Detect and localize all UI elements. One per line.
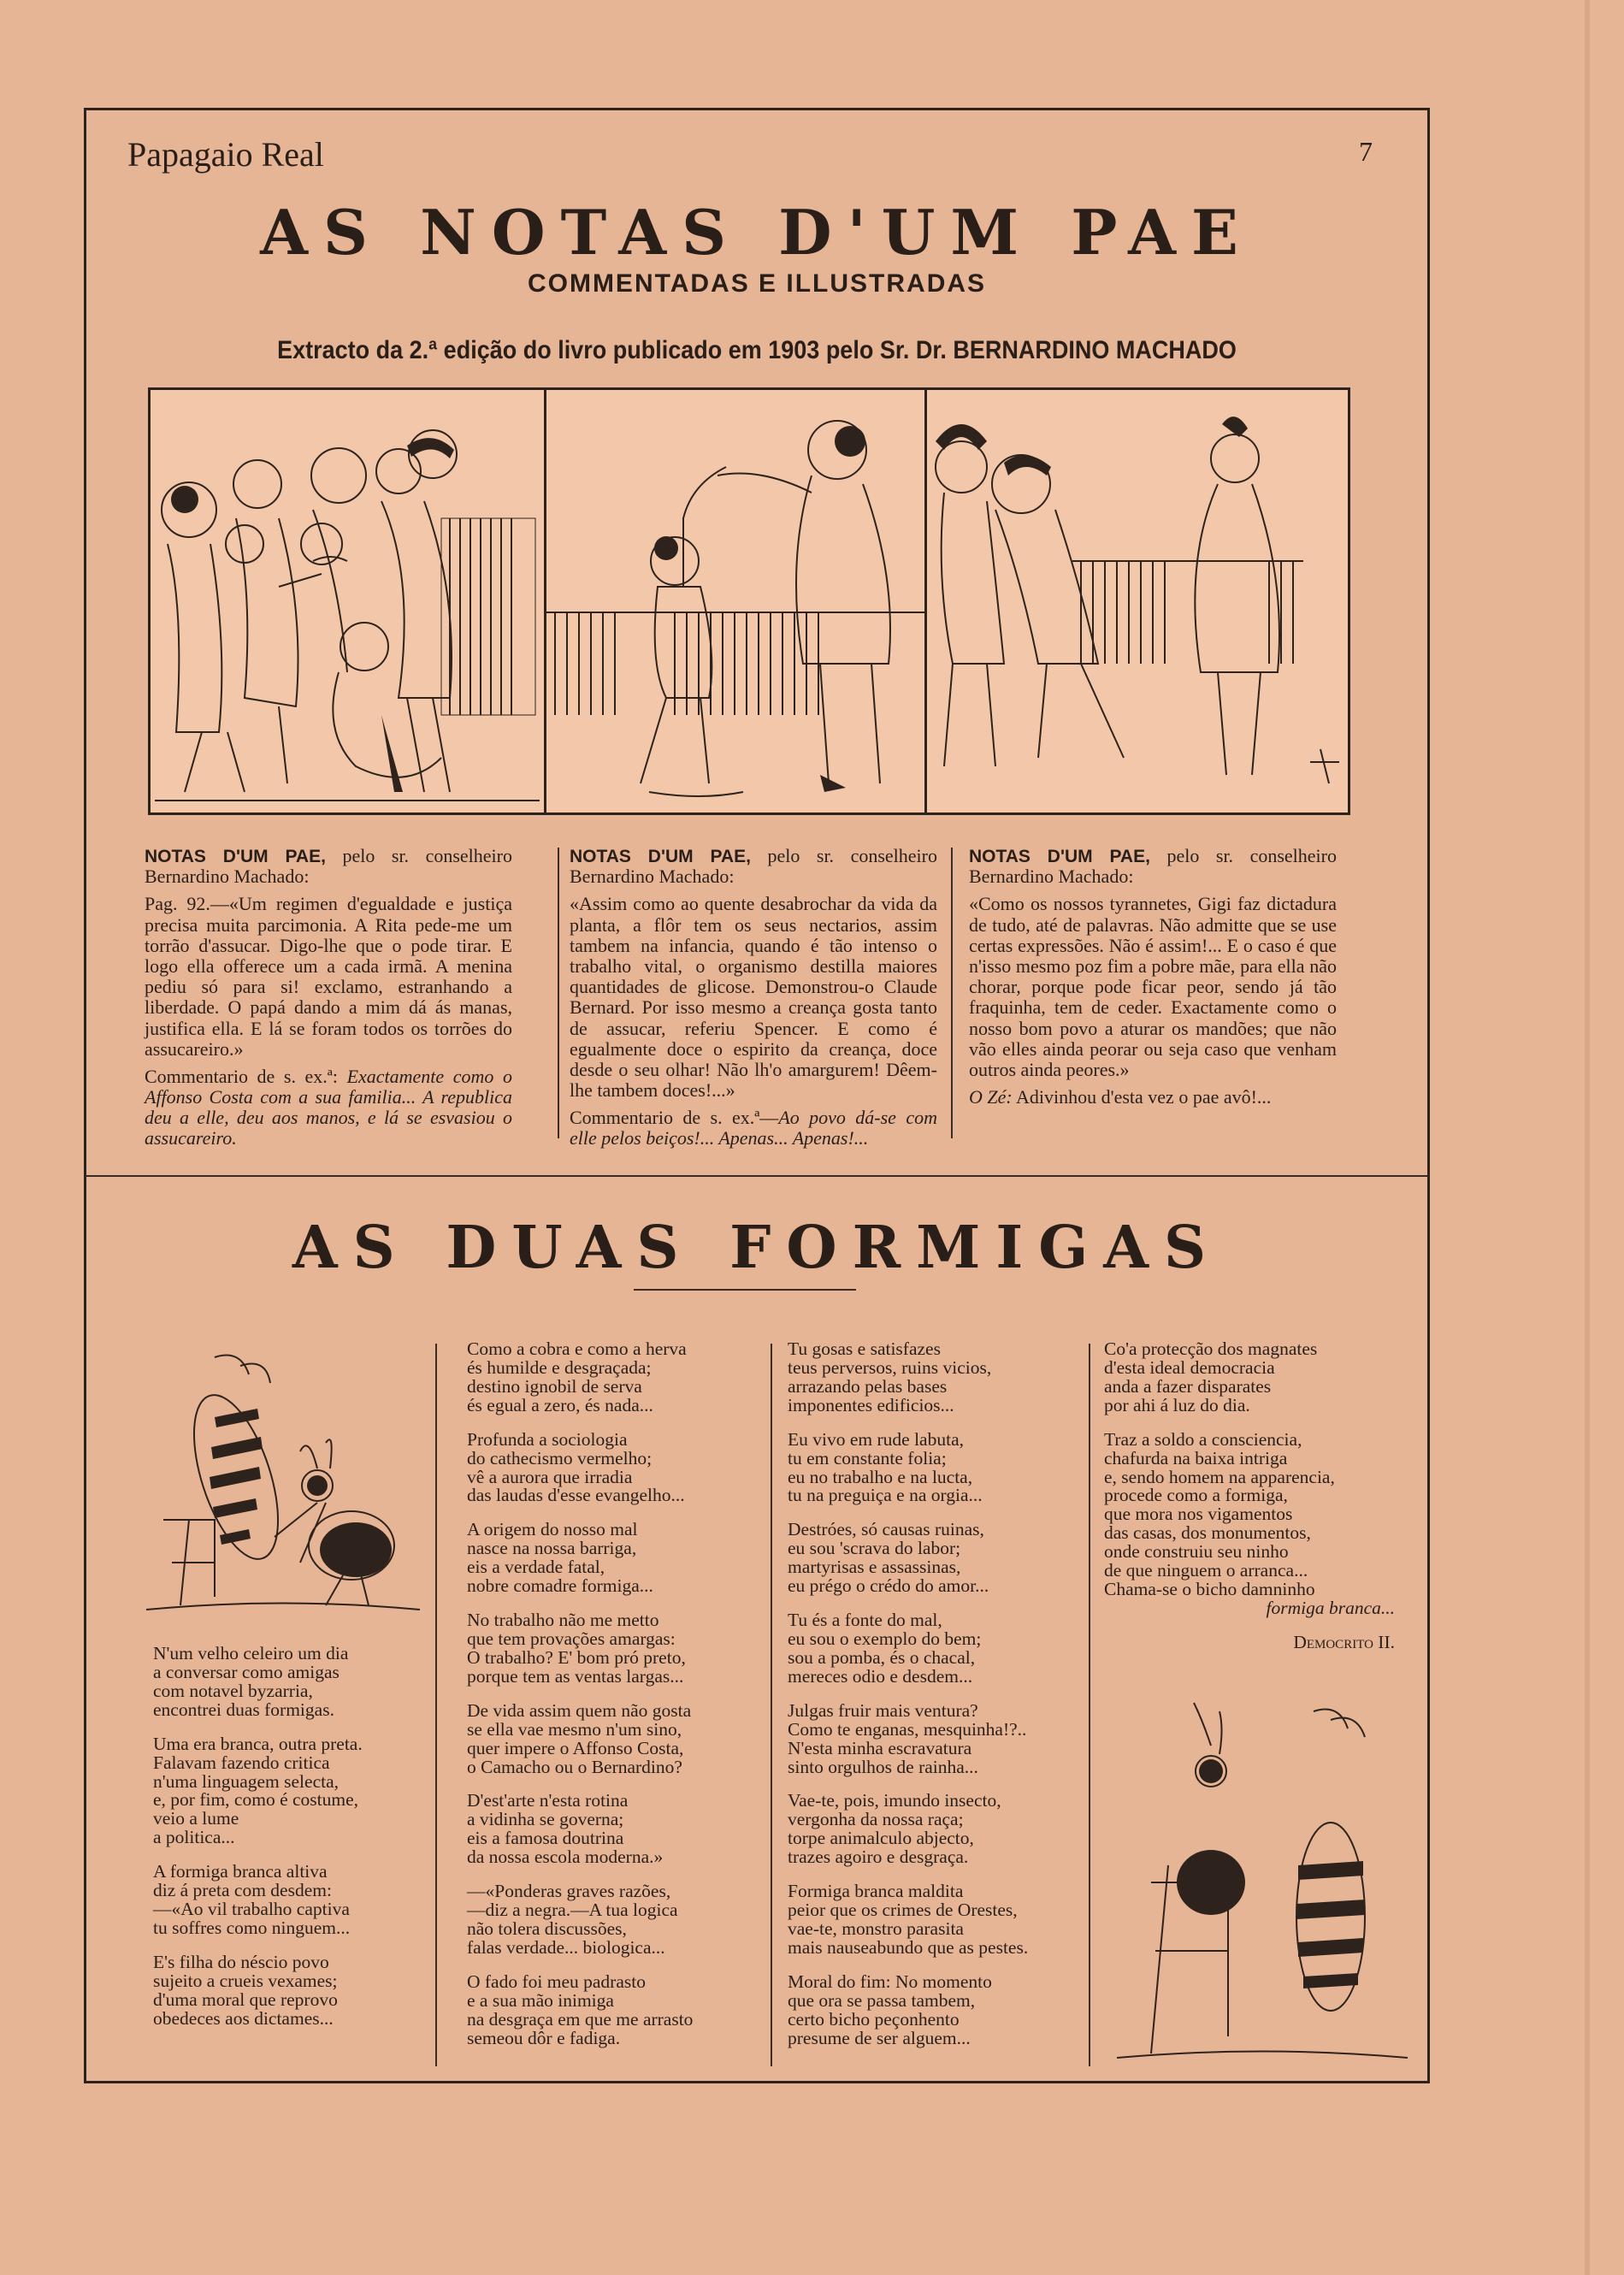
notes-heading: NOTAS D'UM PAE,	[145, 847, 326, 866]
sugar-lips-illustration	[546, 390, 924, 812]
notes-body: «Como os nossos tyrannetes, Gigi faz dictadura de tudo, até de palavras. Não admitte que se use certas expressões. Não é assim!... E o caso é que n'isso mesmo poz fim a pobre mãe, para ella não chorar, porque pode ficar peor, sendo já tão fraquinha, tem de ceder. Exactamente como o nosso bom povo a aturar os mandões; que não vão elles ainda peorar ou seja caso que venham outros ainda peores.»	[969, 893, 1337, 1080]
notes-heading-rest: pelo sr. conselheiro Bernardino Machado:	[969, 845, 1337, 888]
article-title-notas: AS NOTAS D'UM PAE	[260, 196, 1254, 269]
article-extract-line: Extracto da 2.ª edição do livro publicado em 1903 pelo Sr. Dr. BERNARDINO MACHADO	[277, 336, 1237, 364]
poem-stanza: A formiga branca altiva diz á preta com desdem: —«Ao vil trabalho captiva tu soffres como ninguem...	[153, 1861, 351, 1938]
poem-stanza: Profunda a sociologia do cathecismo vermelho; vê a aurora que irradia das laudas d'esse evangelho...	[467, 1428, 685, 1506]
poem-stanza: Eu vivo em rude labuta, tu em constante folia; eu no trabalho e na lucta, tu na preguiça e na orgia...	[788, 1428, 983, 1506]
notes-body: Pag. 92.—«Um regimen d'egualdade e justiça precisa muita parcimonia. A Rita pede-me um torrão d'assucar. Digo-lhe que o pode tirar. E logo ella offerece um a cada irmã. A menina pediu só para si! exclamo, estranhando a liberdade. O papá dando a mim dá ás manas, justifica ella. E lá se foram todos os torrões do assucareiro.»	[145, 893, 512, 1060]
masthead: Papagaio Real	[127, 135, 324, 174]
poem-stanza: Tu és a fonte do mal, eu sou o exemplo do bem; sou a pomba, és o chacal, mereces odio e desdem...	[788, 1610, 982, 1687]
comic-panel-gigi	[927, 390, 1348, 812]
column-divider	[771, 1344, 772, 2066]
notes-heading-rest: pelo sr. conselheiro Bernardino Machado:	[570, 845, 937, 888]
comic-panel-sugar-lips	[546, 390, 927, 812]
comic-panel-family-sugar	[151, 390, 546, 812]
poem-stanza: Julgas fruir mais ventura? Como te enganas, mesquinha!?.. N'esta minha escravatura sinto orgulhos de rainha...	[788, 1699, 1027, 1777]
notes-comment: Ao povo dá-se com elle pelos beiços!... Apenas... Apenas!...	[570, 1107, 937, 1149]
poem-stanza: D'est'arte n'esta rotina a vidinha se governa; eis a famosa doutrina da nossa escola moderna.»	[467, 1790, 664, 1868]
column-divider	[1089, 1344, 1090, 2066]
notes-heading: NOTAS D'UM PAE,	[969, 847, 1150, 866]
article-title-formigas: AS DUAS FORMIGAS	[292, 1214, 1222, 1282]
notes-comment: Adivinhou d'esta vez o pae avô!...	[1012, 1086, 1272, 1108]
comic-strip	[148, 387, 1350, 815]
poem-column-3	[788, 1340, 1083, 2064]
column-divider	[951, 848, 953, 1138]
section-divider	[86, 1175, 1427, 1177]
poem-stanza: Como a cobra e como a herva és humilde e desgraçada; destino ignobil de serva és egual a zero, és nada...	[467, 1338, 687, 1415]
gigi-illustration	[927, 390, 1348, 812]
poem-column-2	[467, 1340, 762, 2064]
notes-comment-label: Commentario de s. ex.ª—	[570, 1107, 779, 1129]
notes-heading-rest: pelo sr. conselheiro Bernardino Machado:	[145, 845, 512, 888]
poem-stanza: Traz a soldo a consciencia, chafurda na baixa intriga e, sendo homem na apparencia, procede como a formiga, que mora nos vigamentos das casas, dos monumentos, onde construiu seu ninho de que ninguem o arranca... Chama-se o bicho damninho	[1104, 1428, 1335, 1600]
poem-stanza: E's filha do néscio povo sujeito a crueis vexames; d'uma moral que reprovo obedeces aos dictames...	[153, 1951, 338, 2029]
poem-stanza: —«Ponderas graves razões, —diz a negra.—A tua logica não tolera discussões, falas verdade... biologica...	[467, 1881, 678, 1958]
poem-stanza: A origem do nosso mal nasce na nossa barriga, eis a verdade fatal, nobre comadre formiga...	[467, 1519, 653, 1597]
poem-stanza: Formiga branca maldita peior que os crimes de Orestes, vae-te, monstro parasita mais nauseabundo que as pestes.	[788, 1881, 1029, 1958]
poem-stanza: Destróes, só causas ruinas, eu sou 'scrava do labor; martyrisas e assassinas, eu prégo o crédo do amor...	[788, 1519, 989, 1597]
poem-stanza: N'um velho celeiro um dia a conversar como amigas com notavel byzarria, encontrei duas formigas.	[153, 1643, 349, 1720]
notes-comment: Exactamente como o Affonso Costa com a sua familia... A republica deu a elle, deu aos manos, e lá se esvasiou o assucareiro.	[145, 1065, 512, 1149]
poem-stanza: Uma era branca, outra preta. Falavam fazendo critica n'uma linguagem selecta, e, por fim, como é costume, veio a lume a politica...	[153, 1733, 363, 1848]
column-divider	[558, 848, 559, 1138]
notes-comment-label: O Zé:	[969, 1086, 1013, 1108]
poem-stanza: De vida assim quem não gosta se ella vae mesmo n'um sino, quer impere o Affonso Costa, o Camacho ou o Bernardino?	[467, 1699, 692, 1777]
poem-column-4	[1104, 1340, 1395, 1668]
notes-column-1	[145, 846, 512, 1156]
notes-body: «Assim como ao quente desabrochar da vida da planta, a flôr tem os seus nectarios, assim tambem na infancia, quando é tão intenso o trabalho vital, o organismo destilla maiores quantidades de glicose. Demonstrou-o Claude Bernard. Por isso mesmo a creança gosta tanto de assucar, referiu Spencer. E como é egualmente doce o espirito da creança, doce desde o seu olhar! Não lh'o amargurem! Dêem-lhe tambem doces!...»	[570, 893, 937, 1102]
poem-stanza: Vae-te, pois, imundo insecto, vergonha da nossa raça; torpe animalculo abjecto, trazes agoiro e desgraça.	[788, 1790, 1001, 1868]
poem-stanza: Co'a protecção dos magnates d'esta ideal democracia anda a fazer disparates por ahi á luz do dia.	[1104, 1338, 1318, 1415]
poem-stanza: O fado foi meu padrasto e a sua mão inimiga na desgraça em que me arrasto semeou dôr e fadiga.	[467, 1971, 694, 2048]
notes-column-2	[570, 846, 937, 1156]
poem-closing-line: formiga branca...	[1266, 1597, 1395, 1618]
family-sugar-illustration	[151, 390, 544, 812]
poem-column-1	[153, 1645, 410, 2044]
article-subtitle: COMMENTADAS E ILLUSTRADAS	[527, 269, 987, 298]
column-divider	[435, 1344, 437, 2066]
notes-heading: NOTAS D'UM PAE,	[570, 847, 751, 866]
ants-talking-illustration	[146, 1349, 420, 1614]
poem-stanza: Moral do fim: No momento que ora se passa tambem, certo bicho peçonhento presume de ser alguem...	[788, 1971, 992, 2048]
notes-comment-label: Commentario de s. ex.ª:	[145, 1065, 338, 1087]
page-frame	[84, 108, 1430, 2083]
poem-stanza: Tu gosas e satisfazes teus perversos, ruins vicios, arrazando pelas bases imponentes edificios...	[788, 1338, 992, 1415]
author-signature: Democrito II.	[1293, 1631, 1395, 1652]
page-edge	[1585, 0, 1590, 2275]
title-underline	[634, 1289, 856, 1291]
poem-stanza: No trabalho não me metto que tem provações amargas: O trabalho? E' bom pró preto, porque tem as ventas largas...	[467, 1610, 686, 1687]
ants-parting-illustration	[1117, 1694, 1408, 2062]
page-number: 7	[1359, 136, 1373, 167]
notes-column-3	[969, 846, 1337, 1114]
